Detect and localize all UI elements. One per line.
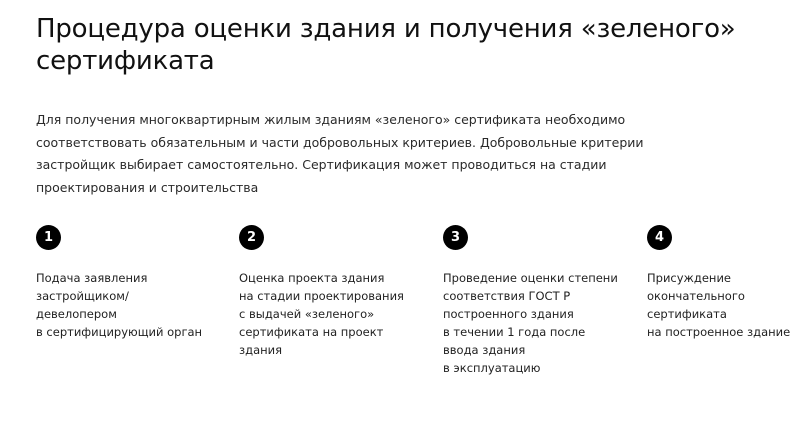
step-text-line: с выдачей «зеленого»	[239, 307, 375, 321]
step-text-line: ввода здания	[443, 343, 526, 357]
step-text-line: соответствия ГОСТ Р	[443, 289, 571, 303]
step-description	[239, 269, 414, 359]
intro-paragraph: Для получения многоквартирным жилым зданиям «зеленого» сертификата необходимо соответствовать обязательным и части добровольных критериев. Добровольные критерии застройщик выбирает самостоятельно. Сертификация может проводиться на стадии проектирования и строительства	[36, 112, 644, 195]
step-text-line: здания	[239, 343, 283, 357]
step-text-line: Оценка проекта здания	[239, 271, 385, 285]
step-text-line: девелопером	[36, 307, 117, 321]
step-text-line: Подача заявления	[36, 271, 148, 285]
step-text-line: Присуждение	[647, 271, 732, 285]
step-text-line: Проведение оценки степени	[443, 271, 618, 285]
step-text-line: застройщиком/	[36, 289, 129, 303]
step-2	[239, 225, 414, 357]
step-text-line: в эксплуатацию	[443, 361, 541, 375]
step-number-badge: 4	[647, 225, 672, 250]
step-text-line: на построенное здание	[647, 325, 791, 339]
step-3	[443, 225, 618, 375]
step-description	[647, 269, 806, 341]
step-number-badge: 1	[36, 225, 61, 250]
step-4	[647, 225, 806, 339]
step-number-badge: 2	[239, 225, 264, 250]
step-text-line: сертификата	[647, 307, 727, 321]
step-text-line: в сертифицирующий орган	[36, 325, 203, 339]
page-title: Процедура оценки здания и получения «зеленого» сертификата	[36, 14, 736, 76]
process-steps	[36, 225, 806, 395]
step-description	[36, 269, 211, 341]
step-text-line: построенного здания	[443, 307, 574, 321]
step-number-badge: 3	[443, 225, 468, 250]
step-text-line: в течении 1 года после	[443, 325, 586, 339]
step-text-line: сертификата на проект	[239, 325, 384, 339]
step-description	[443, 269, 618, 377]
step-1	[36, 225, 211, 339]
step-text-line: на стадии проектирования	[239, 289, 404, 303]
step-text-line: окончательного	[647, 289, 745, 303]
